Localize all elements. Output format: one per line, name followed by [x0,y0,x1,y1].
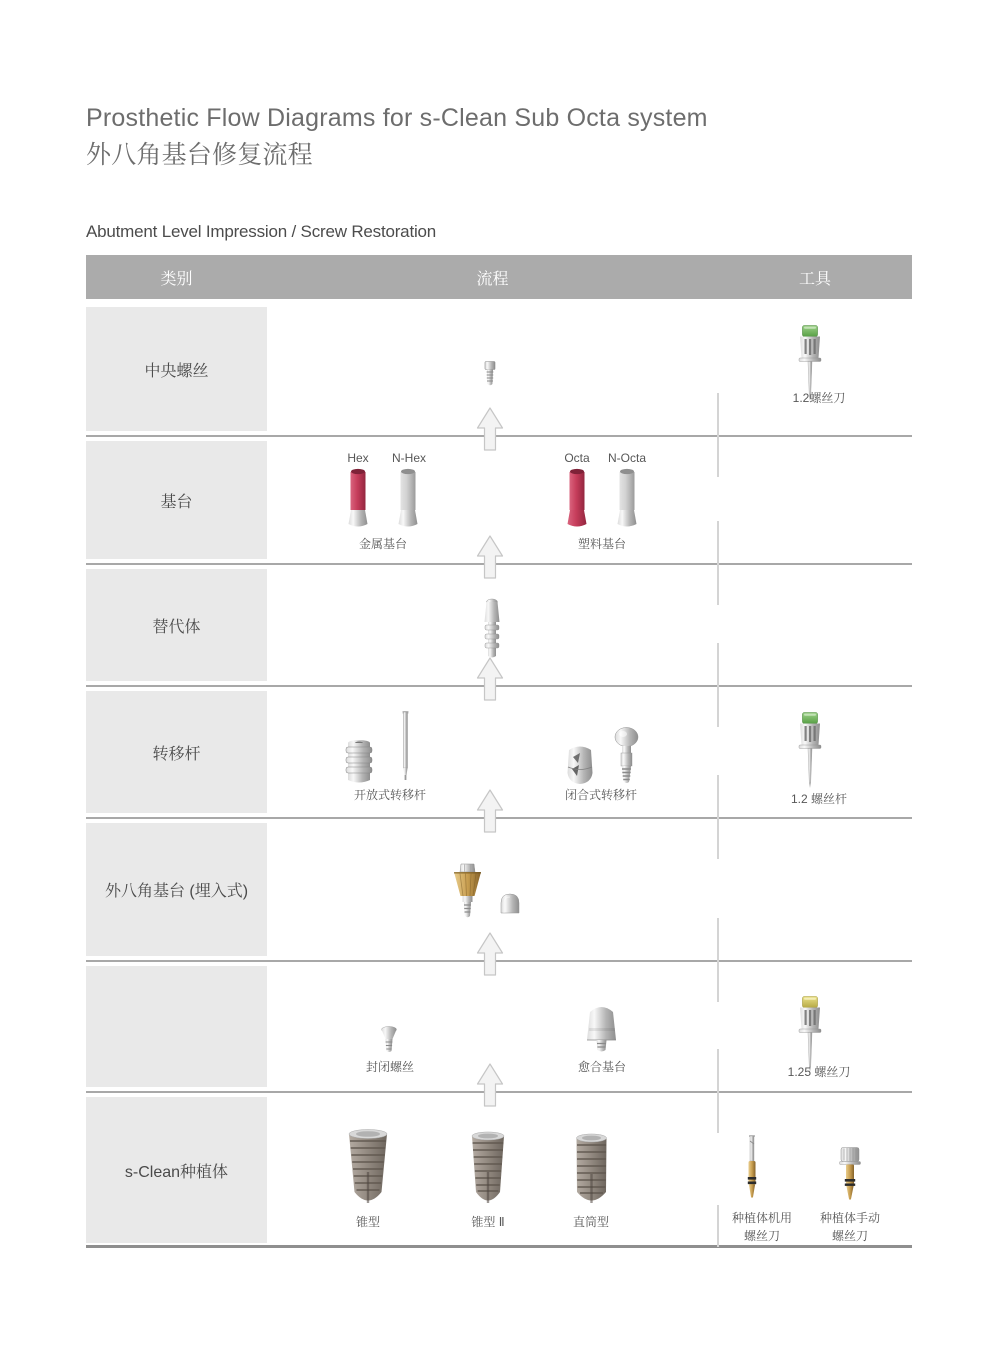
caption-closed-transfer: 闭合式转移杆 [564,788,638,802]
tool-label-machine-driver-line1: 种植体机用 [731,1211,793,1225]
cap-image [499,892,521,914]
n-hex-abutment-image [398,467,418,531]
label-n-octa: N-Octa [607,451,647,465]
driver-shaft-1-2-image [795,712,825,790]
closed-transfer-screw-image [613,727,640,785]
tool-label-hand-driver-line2: 螺丝刀 [831,1229,869,1243]
caption-implant-tapered-2: 锥型 Ⅱ [471,1215,505,1229]
tool-label-1-2-screwdriver: 1.2螺丝刀 [792,391,846,405]
category-sub-octa: 外八角基台 (埋入式) [86,823,267,956]
tools-column-divider [717,918,719,1002]
implant-tapered-2-image [469,1130,507,1208]
header-category: 类别 [160,270,193,288]
hex-abutment-image [348,467,368,531]
label-hex: Hex [347,451,369,465]
section-subtitle: Abutment Level Impression / Screw Restoration [86,222,437,241]
caption-implant-tapered: 锥型 [355,1215,381,1229]
n-octa-abutment-image [617,467,637,531]
flow-up-arrow [476,789,504,833]
tools-column-divider [717,521,719,605]
header-tools: 工具 [798,270,831,288]
tool-label-hand-driver-line1: 种植体手动 [819,1211,881,1225]
flow-up-arrow [476,1063,504,1107]
cover-screw-image [380,1026,398,1054]
open-transfer-image [345,739,373,785]
tools-column-divider [717,775,719,859]
category-replica: 替代体 [86,569,267,681]
page-title-en: Prosthetic Flow Diagrams for s-Clean Sub Octa system [86,104,708,132]
flow-up-arrow [476,535,504,579]
flow-up-arrow [476,407,504,451]
tool-label-1-2-shaft: 1.2 螺丝杆 [790,792,848,806]
replica-image [483,598,501,660]
caption-plastic-abutment: 塑料基台 [577,537,627,551]
caption-cover-screw: 封闭螺丝 [365,1060,415,1074]
header-process: 流程 [476,270,509,288]
closed-transfer-body-image [565,743,595,785]
tools-column-divider [717,1049,719,1133]
tools-column-divider [717,1205,719,1247]
implant-straight-image [573,1132,610,1208]
caption-implant-straight: 直筒型 [572,1215,610,1229]
implant-hand-driver-image [838,1147,862,1203]
category-central-screw: 中央螺丝 [86,307,267,431]
caption-healing-abutment: 愈合基台 [577,1060,627,1074]
page-title-zh: 外八角基台修复流程 [86,141,313,169]
caption-metal-abutment: 金属基台 [358,537,408,551]
tool-label-1-25-screwdriver: 1.25 螺丝刀 [787,1065,851,1079]
label-n-hex: N-Hex [391,451,427,465]
category-transfer: 转移杆 [86,691,267,813]
implant-tapered-image [347,1128,389,1208]
guide-pin-image [400,711,411,781]
octa-abutment-image [567,467,587,531]
healing-abutment-image [585,1002,618,1054]
flow-table [86,255,912,1248]
label-octa: Octa [564,451,590,465]
category-empty [86,966,267,1087]
table-header [86,255,912,299]
caption-open-transfer: 开放式转移杆 [353,788,427,802]
implant-machine-driver-image [742,1135,762,1201]
page-title [86,100,708,174]
category-implant: s-Clean种植体 [86,1097,267,1243]
sub-octa-abutment-image [452,863,483,921]
flow-up-arrow [476,932,504,976]
table-bottom-border [86,1245,912,1248]
tools-column-divider [717,643,719,727]
table-body [86,299,912,1248]
category-abutment: 基台 [86,441,267,559]
central-screw-image [483,361,497,387]
tool-label-machine-driver-line2: 螺丝刀 [743,1229,781,1243]
tools-column-divider [717,393,719,477]
flow-up-arrow [476,657,504,701]
